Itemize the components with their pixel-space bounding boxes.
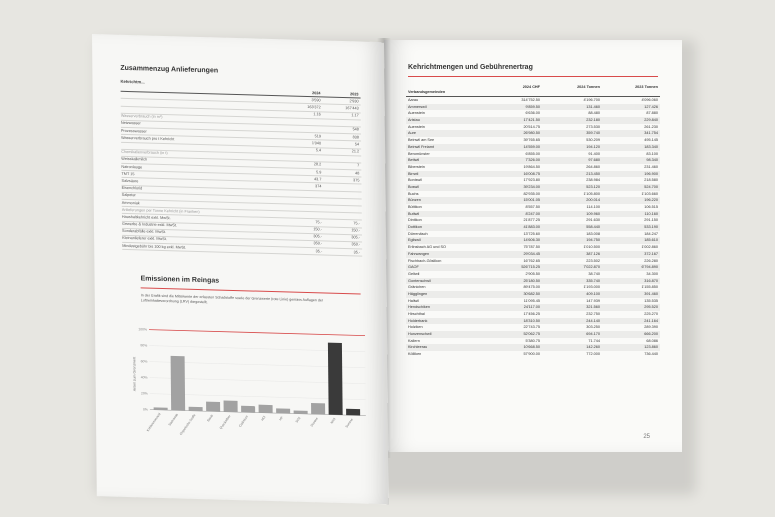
tonnen-2024-cell: 264.860 — [586, 164, 600, 169]
chf-cell: 41'883.00 — [523, 225, 540, 230]
bar-hcl — [259, 405, 273, 413]
tonnen-2023-cell: 135.535 — [644, 298, 658, 303]
x-tick-label: Cadmium — [238, 414, 250, 428]
tonnen-2024-cell: 303.250 — [586, 325, 600, 330]
value-2023: 167'443 — [345, 105, 359, 111]
bar-dioxine — [311, 403, 325, 415]
tonnen-2024-cell: 131.460 — [586, 104, 600, 109]
municipality-cell: Aristau — [408, 118, 420, 123]
x-tick-label: Kohlenmonoxid — [145, 412, 162, 433]
value-2024: 519 — [314, 133, 322, 139]
chf-cell: 57'900.00 — [523, 352, 540, 357]
row-label: Chemikalienverbrauch (in t) — [121, 150, 168, 156]
tonnen-2023-cell: 196.900 — [644, 171, 658, 176]
chf-cell: 8'557.50 — [525, 205, 540, 209]
bar-hf — [276, 408, 290, 413]
row-label: Natronlauge — [121, 164, 143, 169]
table-row — [406, 191, 660, 198]
value-2023: 21.2 — [351, 149, 360, 154]
value-2024: 163'372 — [307, 104, 321, 110]
municipality-cell: Birrwil — [408, 171, 419, 176]
tonnen-2023-cell: 231.460 — [644, 164, 658, 169]
municipality-cell: Ammerswil — [408, 104, 427, 109]
tonnen-2024-cell: 114.100 — [586, 205, 600, 209]
value-2024: 35.- — [315, 248, 323, 254]
municipality-cell: Buttwil — [408, 211, 420, 216]
row-label: Salzsäure — [121, 178, 139, 184]
value-2023: 75.- — [353, 221, 360, 226]
table-row — [406, 291, 660, 298]
table-row — [406, 130, 660, 137]
municipality-cell: Aure — [408, 131, 417, 136]
right-title-rule — [408, 76, 658, 77]
tonnen-2024-cell: 232.180 — [586, 118, 600, 123]
chart-description: In der Grafik sind die Mittelwerte der erfassten Schadstoffe sowie der Grenzwerte (rote Linie) gemäss Auflagen der Luftreinhalteverordnung (LRV) dargestellt. — [140, 293, 324, 305]
table-row — [406, 177, 660, 184]
municipality-cell: Kölliken — [408, 352, 422, 357]
table-row — [406, 331, 660, 338]
value-2023: 7 — [357, 163, 360, 168]
tonnen-2024-cell: 223.502 — [586, 258, 600, 263]
table-row — [406, 171, 660, 178]
table-row — [406, 231, 660, 238]
table-row — [406, 124, 660, 131]
table-row — [406, 157, 660, 164]
emissions-chart — [129, 311, 366, 448]
tonnen-2023-cell: 261.230 — [644, 124, 658, 129]
row-label: TMT 15 — [121, 171, 135, 176]
row-label: Netzwasser — [120, 121, 141, 126]
tonnen-2023-cell: 4'096.060 — [641, 98, 658, 102]
y-tick-label: 60% — [140, 359, 148, 364]
municipality-cell: Gränichen — [408, 285, 426, 290]
table-row — [406, 338, 660, 345]
chf-cell: 526'715.25 — [521, 265, 540, 270]
chf-cell: 26'980.50 — [523, 131, 540, 136]
tonnen-2023-cell: 1'155.850 — [641, 285, 658, 290]
table-row — [406, 204, 660, 211]
table-row — [406, 104, 660, 111]
value-2024: 350.- — [313, 241, 323, 246]
chf-cell: 29'034.45 — [523, 251, 540, 256]
municipality-cell: Dottikon — [408, 225, 422, 230]
page-number: 25 — [643, 434, 650, 440]
tonnen-2024-cell: 387.126 — [586, 251, 600, 256]
municipality-cell: Boswil — [408, 184, 419, 189]
table-row — [406, 344, 660, 351]
chf-cell: 5'380.75 — [525, 338, 540, 343]
chf-cell: 2'905.50 — [525, 271, 540, 276]
municipality-cell: Beromünster — [408, 151, 430, 156]
right-table-body — [406, 97, 660, 358]
y-tick-label: 20% — [140, 391, 148, 396]
value-2023: 48 — [355, 170, 360, 176]
x-tick-label: Summe — [344, 417, 355, 429]
table-row — [406, 304, 660, 311]
x-tick-label: SO2 — [294, 416, 302, 424]
table-row — [406, 197, 660, 204]
col-header-chf: 2024 CHF — [522, 85, 540, 89]
tonnen-2023-cell: 83.100 — [646, 151, 658, 156]
municipality-cell: Geltwil — [408, 271, 420, 276]
value-2024: 28.2 — [313, 162, 322, 167]
table-row — [406, 278, 660, 285]
tonnen-2024-cell: 238.984 — [586, 178, 600, 183]
tonnen-2024-cell: 4'196.700 — [583, 98, 600, 102]
value-2024: 1'040 — [311, 140, 322, 146]
chf-cell: 13'725.60 — [523, 231, 540, 236]
tonnen-2024-cell: 71.744 — [588, 338, 600, 343]
left-table-body — [121, 92, 363, 257]
table-row — [406, 110, 660, 117]
table-row — [406, 264, 660, 271]
municipality-cell: Aarau — [408, 98, 419, 102]
tonnen-2024-cell: 409.100 — [586, 291, 600, 296]
left-page-subtitle: Kehrichtm... — [120, 78, 145, 85]
tonnen-2023-cell: 289.390 — [644, 325, 658, 330]
left-table — [121, 85, 363, 257]
municipality-cell: Fahrwangen — [408, 251, 430, 256]
x-tick-label: NH3 — [329, 417, 337, 425]
municipality-cell: Hallwil — [408, 298, 419, 303]
tonnen-2024-cell: 1'193.000 — [583, 285, 600, 290]
tonnen-2024-cell: 97.680 — [588, 158, 600, 163]
chf-cell: 14'559.00 — [523, 144, 540, 149]
tonnen-2024-cell: 359.740 — [586, 131, 600, 136]
tonnen-2023-cell: 533.190 — [644, 225, 658, 230]
value-2024: 374 — [315, 184, 322, 189]
right-page-title: Kehrichtmengen und Gebührenertrag — [408, 64, 533, 71]
chf-cell: 314'752.50 — [521, 98, 540, 102]
tonnen-2024-cell: 194.120 — [586, 144, 600, 149]
table-row — [406, 271, 660, 278]
bar-staub — [206, 402, 220, 412]
bar-quecksilber — [224, 400, 238, 412]
municipality-cell: Egliswil — [408, 238, 421, 243]
chf-cell: 24'117.00 — [523, 305, 540, 310]
table-row — [406, 284, 660, 291]
municipality-cell: Beinwil am See — [408, 138, 435, 143]
table-row — [406, 244, 660, 251]
chf-cell: 82'935.00 — [523, 191, 540, 196]
chart-ylabel: Anteil zum Grenzwert — [132, 356, 137, 392]
y-tick-label: 80% — [140, 343, 148, 348]
municipality-cell: Beinwil Freiamt — [408, 144, 434, 149]
col-header-tonnen-2024: 2024 Tonnen — [577, 85, 600, 89]
row-label: Prozesswasser — [120, 128, 147, 134]
tonnen-2023-cell: 295.520 — [644, 305, 658, 310]
tonnen-2023-cell: 495.145 — [644, 138, 658, 143]
chf-cell: 22'743.75 — [523, 325, 540, 330]
chf-cell: 14'606.30 — [523, 238, 540, 243]
tonnen-2024-cell: 530.209 — [586, 138, 600, 143]
bar-cadmium — [241, 406, 255, 413]
value-2023: 35.- — [353, 249, 361, 255]
tonnen-2023-cell: 241.164 — [644, 318, 658, 323]
value-2023: 2'930 — [349, 98, 359, 104]
x-tick-label: Dioxine — [309, 416, 320, 428]
row-label: Gewerbe & Industrie exkl. MwSt. — [121, 221, 178, 228]
x-tick-label: HF — [278, 415, 285, 422]
chf-cell: 7'326.00 — [525, 158, 540, 163]
left-col-2023: 2023 — [350, 91, 359, 96]
value-2023: 375 — [353, 178, 360, 183]
tonnen-2023-cell: 110.160 — [644, 211, 658, 216]
chf-cell: 17'456.25 — [523, 312, 540, 316]
municipality-cell: Holderbank — [408, 318, 428, 323]
row-label: Sonderabfälle exkl. MwSt. — [122, 229, 166, 235]
tonnen-2024-cell: 321.560 — [586, 305, 600, 310]
tonnen-2023-cell: 68.086 — [646, 338, 658, 343]
tonnen-2023-cell: 524.700 — [644, 184, 658, 189]
municipality-cell: Hendschiken — [408, 305, 430, 310]
right-page — [384, 40, 682, 452]
table-row — [406, 324, 660, 331]
right-table-header — [406, 84, 660, 97]
tonnen-2024-cell: 91.400 — [588, 151, 600, 156]
chf-cell: 11'095.45 — [523, 298, 540, 303]
bar-summe — [346, 409, 360, 416]
municipality-cell: Dürrenäsch — [408, 231, 428, 236]
tonnen-2023-cell: 34.300 — [646, 271, 658, 276]
chf-cell: 39'234.00 — [523, 184, 540, 189]
tonnen-2023-cell: 372.167 — [644, 251, 658, 256]
table-row — [406, 351, 660, 358]
tonnen-2023-cell: 391.460 — [644, 291, 658, 296]
limit-line — [149, 330, 365, 336]
table-row — [406, 258, 660, 265]
bar-organische-stoffe — [189, 407, 203, 411]
x-tick-label: Quecksilber — [218, 414, 232, 431]
table-row — [406, 224, 660, 231]
tonnen-2024-cell: 244.140 — [586, 318, 600, 323]
tonnen-2023-cell: 1'002.860 — [641, 245, 658, 250]
municipality-cell: Hägglingen — [408, 291, 428, 296]
row-label: Eisenchlorid — [121, 185, 143, 191]
x-tick-label: Stickoxide — [167, 412, 180, 427]
table-row — [406, 144, 660, 151]
tonnen-2024-cell: 194.750 — [586, 238, 600, 243]
bar-nh3 — [328, 343, 343, 415]
table-row — [406, 151, 660, 158]
value-2024: 75.- — [315, 220, 322, 225]
bar-so2 — [294, 410, 308, 414]
municipality-cell: Auenstein — [408, 111, 425, 116]
chf-cell: 6'636.00 — [525, 111, 540, 116]
table-row — [406, 117, 660, 124]
tonnen-2024-cell: 291.630 — [586, 218, 600, 223]
tonnen-2023-cell: 226.280 — [644, 258, 658, 263]
col-header-tonnen-2023: 2023 Tonnen — [635, 85, 658, 89]
chf-cell: 75'787.50 — [523, 245, 540, 250]
chf-cell: 16'008.75 — [523, 171, 540, 176]
tonnen-2024-cell: 558.440 — [586, 225, 600, 230]
table-row — [406, 217, 660, 224]
tonnen-2023-cell: 1'103.660 — [641, 191, 658, 196]
tonnen-2023-cell: 225.270 — [644, 312, 658, 316]
tonnen-2023-cell: 98.340 — [646, 158, 658, 163]
tonnen-2024-cell: 523.120 — [586, 184, 600, 189]
tonnen-2023-cell: 666.200 — [644, 332, 658, 337]
chf-cell: 10'668.50 — [523, 345, 540, 350]
tonnen-2023-cell: 183.340 — [644, 144, 658, 149]
chf-cell: 18'310.50 — [523, 318, 540, 323]
row-label: Haushaltkehricht exkl. MwSt. — [121, 214, 171, 221]
municipality-cell: Erlinsbach AG und SO — [408, 245, 446, 250]
chf-cell: 6'855.00 — [525, 151, 540, 156]
value-2023: 305.- — [351, 235, 361, 240]
table-row — [406, 251, 660, 258]
left-page — [92, 34, 389, 504]
tonnen-2023-cell: 127.426 — [644, 104, 658, 109]
municipality-cell: Fischbach-Göslikon — [408, 258, 442, 263]
row-label: Kleinanlieferer exkl. MwSt. — [122, 236, 167, 242]
tonnen-2024-cell: 147.939 — [586, 298, 600, 303]
tonnen-2023-cell: 87.880 — [646, 111, 658, 116]
tonnen-2023-cell: 106.515 — [644, 205, 658, 209]
chf-cell: 8'247.00 — [525, 211, 540, 216]
y-tick-label: 100% — [138, 327, 148, 332]
municipality-cell: Hirschthal — [408, 312, 425, 316]
chf-cell: 9'859.50 — [525, 104, 540, 109]
x-tick-label: Staub — [206, 413, 215, 423]
y-tick-label: 40% — [140, 375, 148, 380]
chf-cell: 16'762.65 — [523, 258, 540, 263]
value-2023: 1.17 — [351, 113, 359, 118]
municipality-cell: Kirchleerau — [408, 345, 428, 350]
x-tick-label: Organische Stoffe — [178, 413, 197, 436]
table-row — [406, 184, 660, 191]
tonnen-2024-cell: 88.480 — [588, 111, 600, 116]
row-label: Mindestgebühr bis 100 kg exkl. MwSt. — [122, 243, 187, 250]
municipality-cell: Gontenschwil — [408, 278, 431, 283]
value-2023: 54 — [354, 142, 360, 147]
table-row — [406, 97, 660, 104]
x-tick-label: HCl — [260, 415, 267, 422]
tonnen-2024-cell: 1'010.500 — [583, 245, 600, 250]
tonnen-2024-cell: 142.260 — [586, 345, 600, 350]
tonnen-2024-cell: 772.000 — [586, 352, 600, 357]
tonnen-2023-cell: 123.860 — [644, 345, 658, 350]
value-2024: 5.9 — [316, 169, 322, 174]
value-2023: 838 — [352, 134, 360, 140]
col-header-municipality: Verbandsgemeinden — [408, 90, 446, 94]
tonnen-2024-cell: 38.740 — [588, 271, 600, 276]
tonnen-2024-cell: 109.960 — [586, 211, 600, 216]
tonnen-2023-cell: 316.870 — [644, 278, 658, 283]
municipality-cell: Dintikon — [408, 218, 422, 223]
table-row — [406, 211, 660, 218]
tonnen-2024-cell: 694.170 — [586, 332, 600, 337]
tonnen-2024-cell: 335.740 — [586, 278, 600, 283]
chf-cell: 19'864.50 — [523, 164, 540, 169]
left-page-title: Zusammenzug Anlieferungen — [120, 64, 219, 75]
tonnen-2023-cell: 341.754 — [644, 131, 658, 136]
left-col-2024: 2024 — [312, 90, 321, 95]
tonnen-2023-cell: 196.220 — [644, 198, 658, 203]
chf-cell: 89'475.00 — [523, 285, 540, 290]
table-row — [406, 137, 660, 144]
chf-cell: 20'514.75 — [523, 124, 540, 129]
value-2024: 43.7 — [314, 176, 322, 182]
municipality-cell: Bettwil — [408, 158, 420, 163]
table-row — [406, 318, 660, 325]
chart-title: Emissionen im Reingas — [140, 275, 220, 285]
row-label: Ammoniak — [121, 200, 140, 205]
value-2024: 5.4 — [315, 148, 322, 153]
row-label: Salpeter — [121, 193, 136, 198]
tonnen-2024-cell: 232.750 — [586, 312, 600, 316]
table-row — [406, 164, 660, 171]
municipality-cell: Biberstein — [408, 164, 425, 169]
row-label: Anlieferungen per Tonne Kehricht (in Franken) — [121, 207, 200, 214]
tonnen-2024-cell: 7'022.870 — [583, 265, 600, 270]
tonnen-2023-cell: 6'794.890 — [641, 265, 658, 270]
chf-cell: 17'923.80 — [523, 178, 540, 183]
value-2024: 150.- — [313, 227, 322, 232]
value-2024: 3'590 — [311, 97, 321, 103]
chf-cell: 52'062.75 — [523, 332, 540, 337]
tonnen-2024-cell: 1'105.800 — [583, 191, 600, 196]
tonnen-2024-cell: 213.450 — [586, 171, 600, 176]
municipality-cell: Auenstein — [408, 124, 425, 129]
tonnen-2023-cell: 218.580 — [644, 178, 658, 183]
municipality-cell: Hunzenschwil — [408, 332, 432, 337]
chf-cell: 39'765.65 — [523, 138, 540, 143]
value-2023: 150.- — [351, 228, 360, 233]
table-row — [406, 311, 660, 318]
tonnen-2023-cell: 291.150 — [644, 218, 658, 223]
municipality-cell: Kallern — [408, 338, 420, 343]
tonnen-2023-cell: 185.610 — [644, 238, 658, 243]
municipality-cell: Boniswil — [408, 178, 422, 183]
municipality-cell: GAOF — [408, 265, 419, 270]
municipality-cell: Bünzen — [408, 198, 421, 203]
row-label: Wasserverbrauch pro t Kehricht — [121, 135, 175, 142]
chf-cell: 15'001.05 — [523, 198, 540, 203]
row-label: Weisskalkmilch — [121, 157, 148, 162]
value-2023: 548 — [352, 127, 359, 132]
row-label: Wasserverbrauch (in m³) — [120, 114, 163, 120]
tonnen-2024-cell: 200.014 — [586, 198, 600, 203]
municipality-cell: Holziken — [408, 325, 423, 330]
tonnen-2023-cell: 229.840 — [644, 118, 658, 123]
value-2023: 350.- — [351, 242, 361, 247]
tonnen-2023-cell: 736.440 — [644, 352, 658, 357]
bar-stickoxide — [171, 356, 186, 411]
table-row — [406, 237, 660, 244]
value-2024: 1.16 — [313, 112, 321, 117]
tonnen-2024-cell: 273.530 — [586, 124, 600, 129]
chf-cell: 17'421.50 — [523, 118, 540, 123]
chf-cell: 25'180.50 — [523, 278, 540, 283]
municipality-cell: Büttikon — [408, 205, 422, 209]
right-table — [406, 84, 660, 358]
value-2024: 305.- — [313, 234, 323, 239]
municipality-cell: Buchs — [408, 191, 419, 196]
chf-cell: 30'682.50 — [523, 291, 540, 296]
bar-kohlenmonoxid — [154, 407, 168, 410]
chf-cell: 21'877.25 — [523, 218, 540, 223]
y-tick-label: 0% — [142, 407, 148, 412]
table-row — [406, 298, 660, 305]
tonnen-2023-cell: 184.247 — [644, 231, 658, 236]
tonnen-2024-cell: 183.008 — [586, 231, 600, 236]
